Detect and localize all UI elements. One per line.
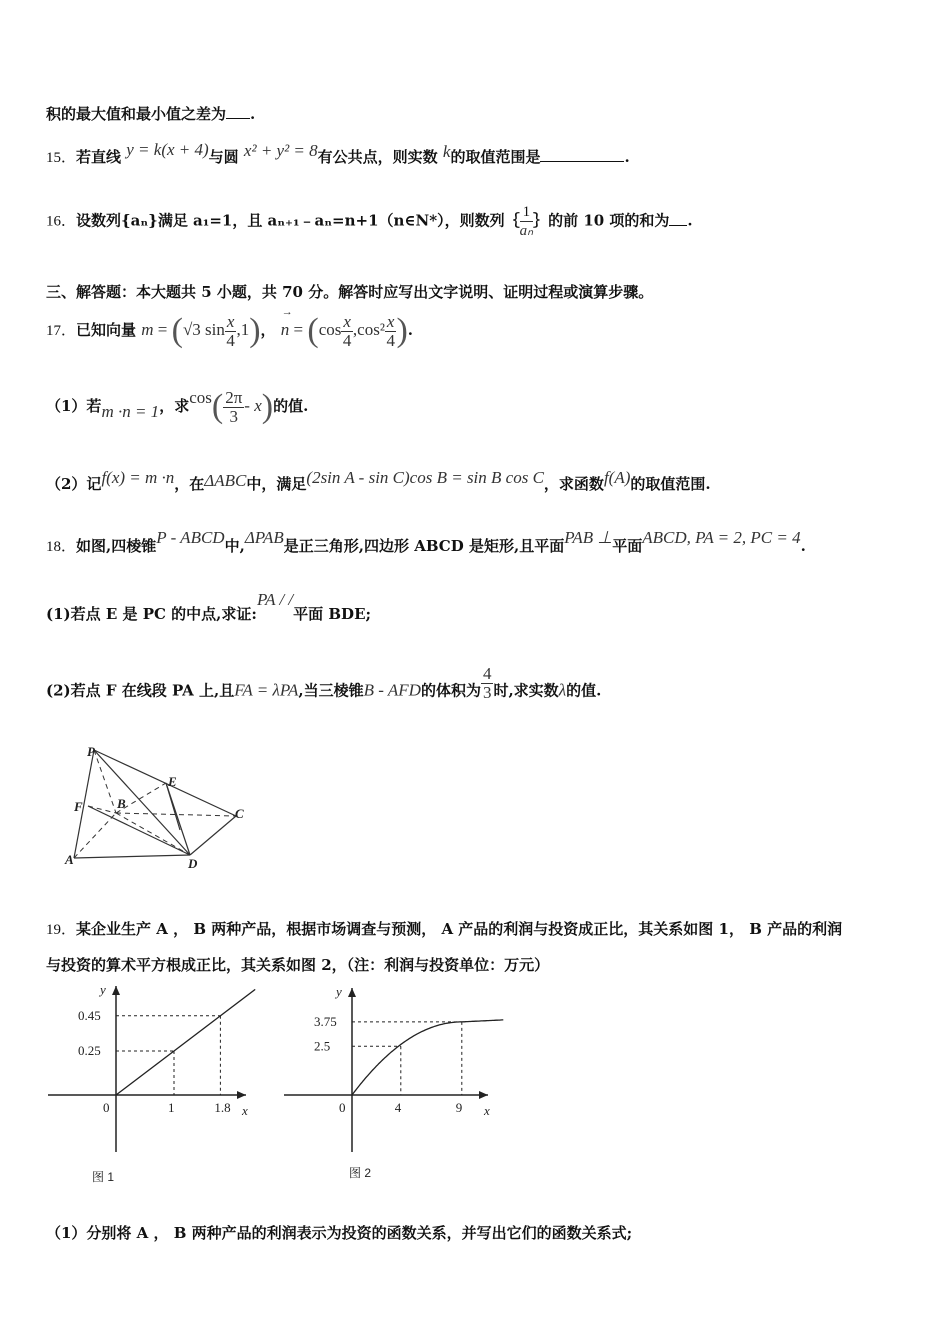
pa-parallel: PA / /	[256, 590, 294, 609]
given-conditions: ABCD, PA = 2, PC = 4	[642, 528, 801, 547]
frac-top: x	[343, 311, 351, 331]
figure-2-caption: 图 2	[349, 1166, 372, 1180]
fa-lambda-pa: FA = λPA	[234, 680, 299, 700]
variable-k: k	[442, 142, 451, 161]
frac-bottom: 4	[342, 330, 352, 350]
q16-number: 16．	[46, 213, 77, 230]
two-pi-over-three	[223, 389, 244, 426]
x-tick-label: 4	[394, 1100, 402, 1115]
frac-bottom: 3	[482, 683, 492, 702]
chart-figure-1	[40, 980, 270, 1160]
triangle-pab: ΔPAB	[244, 528, 284, 547]
q18-part1	[46, 590, 372, 624]
y-tick-label: 0.45	[78, 1007, 101, 1023]
answer-blank	[540, 161, 624, 162]
lambda: λ	[558, 680, 567, 700]
cos-text: cos	[189, 388, 212, 407]
series-curve	[352, 1020, 503, 1095]
x-tick-label: 9	[455, 1100, 463, 1115]
q17-line: 17．已知向量 m = (√3 sin $\frac{x}{4}$ ,1)， → n = (cos $\frac{x}{4}$ ,cos² $\frac{x}{4}$ ).	[46, 306, 414, 350]
figure-1-caption: 图 1	[92, 1170, 115, 1184]
label-c: C	[235, 806, 244, 821]
p2-mid1: ，在	[174, 475, 205, 493]
q15-number: 15．	[46, 150, 77, 166]
edge-ab	[74, 813, 116, 858]
label-b: B	[117, 796, 126, 811]
p2-mid2: 中，满足	[246, 475, 307, 493]
q19-text-1: 某企业生产 A ， B 两种产品，根据市场调查与预测， A 产品的利润与投资成正比，其关系如图 1， B 产品的利润	[76, 920, 843, 938]
answer-blank	[226, 118, 250, 119]
q19-number: 19．	[46, 922, 77, 938]
q18-number: 18．	[46, 539, 77, 555]
n-mid: ,cos²	[352, 320, 385, 339]
pyramid-label: P - ABCD	[156, 528, 225, 547]
y-axis-arrow	[348, 988, 356, 997]
origin-label: 0	[339, 1100, 346, 1115]
y-axis-label: y	[100, 982, 106, 997]
p2-mid: ,当三棱锥	[298, 681, 364, 700]
part-label: （1）若	[46, 397, 102, 415]
q17-pre: 已知向量	[76, 321, 137, 339]
y-tick-label: 0.25	[78, 1043, 101, 1058]
y-axis-label: y	[336, 984, 342, 999]
four-thirds	[481, 665, 494, 702]
frac-top: x	[386, 311, 395, 331]
p2-pre: (2)若点 F 在线段 PA 上,且	[46, 681, 235, 700]
q14-end: .	[250, 105, 256, 123]
q16-line	[46, 203, 693, 240]
y-tick-label: 3.75	[314, 1013, 337, 1029]
frac-top: 1	[520, 203, 533, 222]
q18-pre: 如图,四棱锥	[76, 537, 157, 555]
line-equation: y = k(x + 4)	[126, 140, 209, 159]
f-of-a: f(A)	[603, 468, 631, 487]
frac-top: x	[226, 311, 235, 331]
p2-mid3: ，求函数	[543, 475, 604, 493]
q15-line	[46, 140, 630, 167]
p2-mid2: 的体积为	[420, 681, 481, 700]
tetra-label: B - AFD	[363, 680, 421, 700]
q19-part1: （1）分别将 A ， B 两种产品的利润表示为投资的函数关系，并写出它们的函数关系式;	[46, 1224, 633, 1242]
m-tail: ,1	[236, 320, 250, 339]
q19-line2: 与投资的算术平方根成正比，其关系如图 2，（注：利润与投资单位：万元）	[46, 956, 550, 974]
minus-x: - x	[244, 396, 262, 415]
p2-post: 时,求实数	[493, 681, 559, 700]
vector-m: m	[141, 320, 154, 339]
label-a: A	[65, 852, 74, 867]
q18-mid3: 平面	[612, 537, 643, 555]
x-tick-label: 1	[168, 1100, 175, 1115]
q15-end: .	[624, 148, 630, 166]
edge-bd	[116, 813, 190, 855]
p1-post: 的值.	[273, 397, 309, 415]
q14-text: 积的最大值和最小值之差为	[46, 105, 227, 123]
origin-label: 0	[103, 1100, 110, 1115]
n-fraction-2	[385, 313, 397, 350]
section-heading: 三、解答题：本大题共 5 小题，共 70 分。解答时应写出文字说明、证明过程或演算步骤。	[46, 283, 654, 301]
q15-mid2: 有公共点，则实数	[317, 148, 438, 166]
x-axis-arrow	[479, 1091, 488, 1099]
edge-ad	[74, 855, 190, 858]
n-expr: cos	[318, 320, 342, 339]
q14-line	[46, 103, 255, 124]
label-e: E	[168, 774, 177, 789]
edge-fb	[88, 806, 116, 813]
part-label: （2）记	[46, 475, 102, 493]
plane-pab-perp: PAB ⊥	[564, 528, 613, 547]
fraction-1-over-an	[520, 203, 533, 240]
x-tick-label: 1.8	[214, 1100, 231, 1115]
q17-part1: （1）若m ·n = 1，求cos( $\frac{2\pi}{3}$ - x)的值.	[46, 387, 309, 426]
q18-mid2: 是正三角形,四边形 ABCD 是矩形,且平面	[283, 537, 565, 555]
y-tick-label: 2.5	[314, 1038, 331, 1054]
x-axis-arrow	[237, 1091, 246, 1099]
edge-dc	[190, 816, 236, 855]
label-f: F	[74, 799, 83, 814]
q18-line	[46, 528, 806, 556]
q17-number: 17．	[46, 323, 77, 339]
q16-end: .	[687, 211, 693, 230]
p1-pre: (1)若点 E 是 PC 的中点,求证:	[46, 605, 257, 623]
f-definition: f(x) = m ·n	[101, 468, 175, 487]
frac-top: 4	[482, 664, 492, 683]
q17-sep: ，	[260, 321, 276, 339]
pyramid-figure	[60, 738, 260, 873]
frac-bottom: 4	[386, 330, 395, 350]
chart-figure-2	[278, 980, 518, 1160]
label-p: P	[87, 744, 95, 759]
n-fraction	[341, 313, 353, 350]
frac-top: 2π	[225, 387, 243, 407]
condition-math: m ·n = 1	[101, 402, 160, 421]
p2-end: 的值.	[566, 681, 602, 700]
p1-mid: ，求	[159, 397, 190, 415]
q18-mid1: 中,	[224, 537, 245, 555]
q15-mid1: 与圆	[208, 148, 239, 166]
edge-pd	[94, 750, 190, 855]
circle-equation: x² + y² = 8	[243, 141, 318, 160]
x-axis-label: x	[242, 1103, 248, 1118]
vector-n-letter: n	[280, 320, 290, 339]
q15-post: 的取值范围是	[450, 148, 541, 166]
x-axis-label: x	[484, 1103, 490, 1118]
q18-part2	[46, 664, 602, 710]
edge-pb	[94, 750, 116, 813]
triangle-abc: ΔABC	[204, 471, 247, 490]
y-axis-arrow	[112, 986, 120, 995]
q15-pre: 若直线	[76, 148, 122, 166]
q16-text: 设数列{aₙ}满足 a₁=1，且 aₙ₊₁﹣aₙ=n+1（n∈N*），则数列｛	[76, 211, 520, 230]
edge-pc	[94, 750, 236, 816]
label-d: D	[188, 856, 198, 871]
series-line	[116, 989, 255, 1095]
p2-post: 的取值范围.	[630, 475, 711, 493]
trig-equation: (2sin A - sin C)cos B = sin B cos C	[306, 468, 544, 487]
frac-bottom: aₙ	[519, 223, 534, 239]
q17-end: .	[407, 321, 414, 339]
frac-bottom: 4	[226, 330, 235, 350]
p1-post: 平面 BDE;	[293, 605, 372, 623]
q19-line1	[46, 918, 842, 939]
vector-n: → n	[280, 306, 293, 339]
frac-bottom: 3	[229, 406, 238, 426]
m-fraction	[225, 313, 237, 350]
q16-post: ｝的前 10 项的和为	[533, 211, 670, 230]
m-expr: √3 sin	[182, 320, 225, 339]
q17-part2	[46, 468, 711, 494]
edge-e-mid	[166, 783, 180, 830]
q18-end: .	[800, 537, 806, 555]
answer-blank	[669, 225, 687, 226]
